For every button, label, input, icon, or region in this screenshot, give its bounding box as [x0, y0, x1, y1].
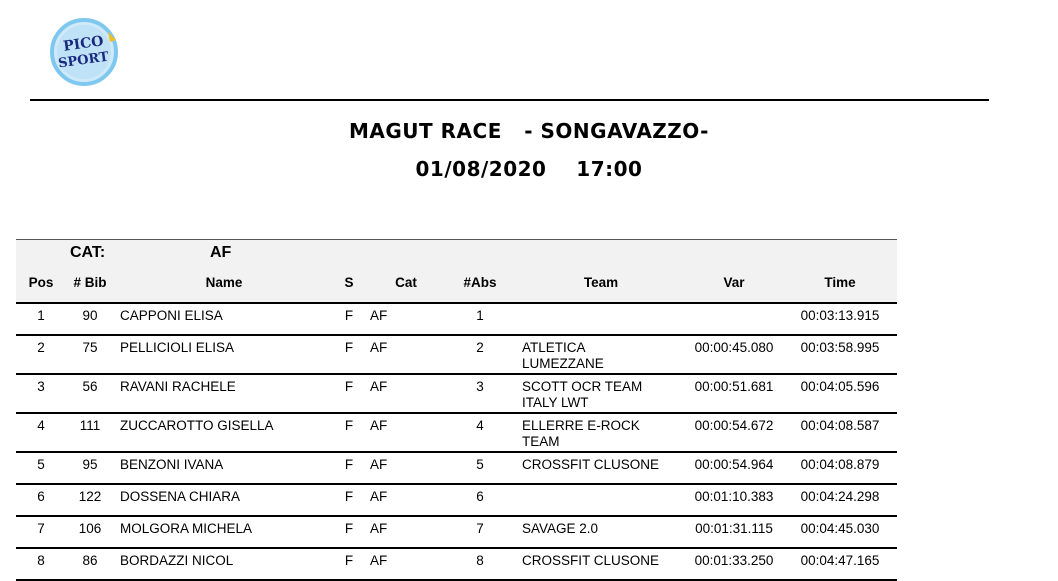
- cell-team: SAVAGE 2.0: [522, 521, 599, 536]
- cell-sex: F: [344, 308, 354, 323]
- table-row: [16, 453, 897, 485]
- column-header-name: Name: [205, 275, 243, 290]
- cell-team: SCOTT OCR TEAM ITALY LWT: [522, 379, 643, 410]
- cell-time: 00:04:08.587: [800, 418, 880, 433]
- cell-abs: 3: [476, 379, 484, 394]
- cell-name: PELLICIOLI ELISA: [120, 340, 235, 355]
- cell-pos: 4: [37, 418, 45, 433]
- table-row: [16, 517, 897, 549]
- cell-name: CAPPONI ELISA: [120, 308, 223, 323]
- cell-cat: AF: [370, 308, 388, 323]
- cell-abs: 2: [476, 340, 484, 355]
- results-table: [16, 239, 897, 581]
- column-header-bib: # Bib: [73, 275, 107, 290]
- cell-var: 00:00:54.672: [694, 418, 774, 433]
- table-row: [16, 304, 897, 336]
- cell-sex: F: [344, 553, 354, 568]
- cell-team: ATLETICA LUMEZZANE: [522, 340, 604, 371]
- cell-time: 00:04:24.298: [800, 489, 880, 504]
- cell-var: 00:00:54.964: [694, 457, 774, 472]
- cell-team: CROSSFIT CLUSONE: [522, 457, 660, 472]
- cell-pos: 1: [37, 308, 45, 323]
- header-divider: [30, 99, 989, 101]
- column-header-time: Time: [824, 275, 856, 290]
- cell-sex: F: [344, 418, 354, 433]
- cell-sex: F: [344, 457, 354, 472]
- table-header: [16, 271, 897, 304]
- cell-abs: 7: [476, 521, 484, 536]
- svg-text:SPORT: SPORT: [57, 49, 110, 72]
- cell-var: 00:00:45.080: [694, 340, 774, 355]
- cell-time: 00:03:58.995: [800, 340, 880, 355]
- table-row: [16, 414, 897, 453]
- cell-bib: 56: [82, 379, 98, 394]
- cell-time: 00:04:45.030: [800, 521, 880, 536]
- race-title: MAGUT RACE - SONGAVAZZO-: [349, 119, 709, 143]
- cell-bib: 90: [82, 308, 98, 323]
- cell-time: 00:04:05.596: [800, 379, 880, 394]
- cell-sex: F: [344, 521, 354, 536]
- cell-cat: AF: [370, 418, 388, 433]
- table-row: [16, 485, 897, 517]
- cell-bib: 86: [82, 553, 98, 568]
- pico-sport-logo-graphic: [50, 18, 118, 86]
- category-band: [16, 239, 897, 271]
- cell-sex: F: [344, 489, 354, 504]
- cell-pos: 8: [37, 553, 45, 568]
- cell-team: ELLERRE E-ROCK TEAM: [522, 418, 640, 449]
- cell-cat: AF: [370, 457, 388, 472]
- cell-time: 00:04:47.165: [800, 553, 880, 568]
- category-value: AF: [210, 244, 232, 261]
- cell-name: BORDAZZI NICOL: [120, 553, 234, 568]
- cell-var: 00:01:33.250: [694, 553, 774, 568]
- table-row: [16, 549, 897, 581]
- cell-bib: 111: [79, 418, 101, 433]
- cell-cat: AF: [370, 553, 388, 568]
- column-header-sex: S: [344, 275, 354, 290]
- cell-pos: 3: [37, 379, 45, 394]
- cell-name: RAVANI RACHELE: [120, 379, 236, 394]
- cell-name: ZUCCAROTTO GISELLA: [120, 418, 274, 433]
- cell-bib: 106: [78, 521, 102, 536]
- cell-pos: 5: [37, 457, 45, 472]
- cell-sex: F: [344, 379, 354, 394]
- table-row: [16, 336, 897, 375]
- race-date-time: 01/08/2020 17:00: [415, 157, 643, 181]
- cell-sex: F: [344, 340, 354, 355]
- cell-cat: AF: [370, 521, 388, 536]
- cell-var: 00:01:31.115: [695, 521, 773, 536]
- cell-abs: 4: [476, 418, 484, 433]
- cell-time: 00:04:08.879: [800, 457, 880, 472]
- cell-name: BENZONI IVANA: [120, 457, 224, 472]
- cell-bib: 75: [82, 340, 98, 355]
- cell-cat: AF: [370, 379, 388, 394]
- svg-text:PICO: PICO: [62, 33, 105, 55]
- cell-name: MOLGORA MICHELA: [120, 521, 253, 536]
- column-header-var: Var: [723, 275, 745, 290]
- cell-cat: AF: [370, 340, 388, 355]
- cell-cat: AF: [370, 489, 388, 504]
- cell-abs: 6: [476, 489, 484, 504]
- cell-abs: 8: [476, 553, 484, 568]
- cell-pos: 6: [37, 489, 45, 504]
- cell-name: DOSSENA CHIARA: [120, 489, 241, 504]
- cell-abs: 1: [476, 308, 484, 323]
- table-row: [16, 375, 897, 414]
- cell-var: 00:01:10.383: [694, 489, 774, 504]
- cell-pos: 7: [37, 521, 45, 536]
- column-header-pos: Pos: [28, 275, 54, 290]
- cell-team: CROSSFIT CLUSONE: [522, 553, 660, 568]
- column-header-abs: #Abs: [463, 275, 497, 290]
- pico-sport-logo: [50, 18, 118, 86]
- category-label: CAT:: [70, 244, 106, 261]
- cell-var: 00:00:51.681: [694, 379, 774, 394]
- cell-abs: 5: [476, 457, 484, 472]
- cell-bib: 95: [82, 457, 98, 472]
- column-header-cat: Cat: [395, 275, 417, 290]
- cell-pos: 2: [37, 340, 45, 355]
- cell-time: 00:03:13.915: [800, 308, 880, 323]
- column-header-team: Team: [583, 275, 619, 290]
- cell-bib: 122: [78, 489, 102, 504]
